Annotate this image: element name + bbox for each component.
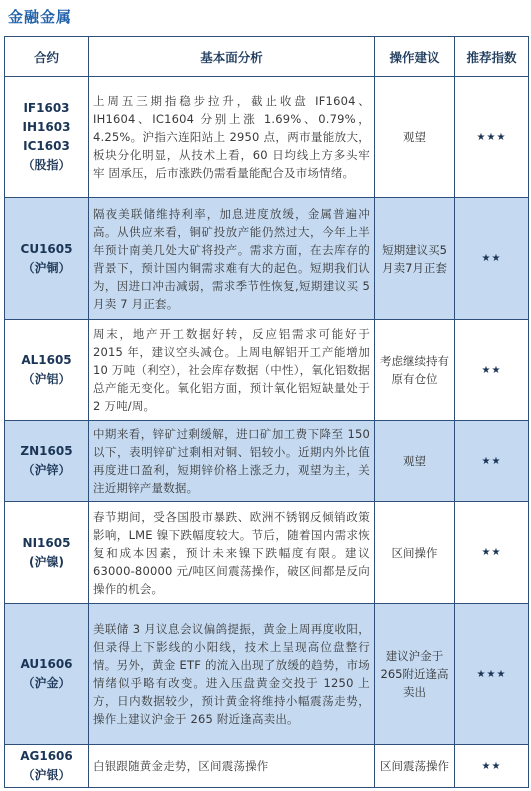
rating-stars: ★★ xyxy=(455,198,529,320)
advice-text: 观望 xyxy=(375,421,455,502)
rating-stars: ★★ xyxy=(455,502,529,604)
table-header-row xyxy=(5,37,529,77)
header-analysis: 基本面分析 xyxy=(89,37,375,77)
advice-text: 短期建议买5月卖7月正套 xyxy=(375,198,455,320)
contract-code: IF1603 xyxy=(23,101,70,115)
contract-code: IC1603 xyxy=(23,139,70,153)
contract-category: （沪铝） xyxy=(22,372,71,386)
contract-cell xyxy=(5,198,89,320)
contract-category: （沪锌） xyxy=(22,463,71,477)
analysis-text: 春节期间，受各国股市暴跌、欧洲不锈钢反倾销政策影响，LME 镍下跌幅度较大。节后，随着国内需求恢复和成本因素，预计未来镍下跌幅度有限。建议 63000-80000 元/吨区间震荡操作，破区间都是反向操作的机会。 xyxy=(89,502,375,604)
rating-stars: ★★ xyxy=(455,745,529,788)
contract-category: （股指） xyxy=(22,158,71,172)
contract-code: AU1606 xyxy=(20,657,73,671)
table-row xyxy=(5,77,529,198)
analysis-text: 中期来看，锌矿过剩缓解，进口矿加工费下降至 150 以下，表明锌矿过剩相对铜、铝较小。近期内外比值再度进口盈利，短期锌价格上涨乏力，观望为主，关注近期锌产量数据。 xyxy=(89,421,375,502)
advice-text: 区间震荡操作 xyxy=(375,745,455,788)
contract-cell xyxy=(5,502,89,604)
contract-category: （沪银） xyxy=(22,768,71,782)
rating-stars: ★★★ xyxy=(455,77,529,198)
contract-cell xyxy=(5,320,89,421)
advice-text: 观望 xyxy=(375,77,455,198)
advice-text: 考虑继续持有原有仓位 xyxy=(375,320,455,421)
table-row xyxy=(5,198,529,320)
contract-code: CU1605 xyxy=(20,241,73,256)
contract-cell xyxy=(5,421,89,502)
contract-cell xyxy=(5,77,89,198)
table-row xyxy=(5,604,529,745)
section-title: 金融金属 xyxy=(8,8,73,26)
contract-code: ZN1605 xyxy=(20,444,73,458)
contract-category: （沪铜） xyxy=(22,260,71,275)
analysis-text: 白银跟随黄金走势，区间震荡操作 xyxy=(89,745,375,788)
analysis-text: 美联储 3 月议息会议偏鸽提振，黄金上周再度收阳，但录得上下影线的小阳线，技术上呈现高位盘整行情。另外，黄金 ETF 的流入出现了放缓的趋势，市场情绪似乎略有改变。进入压盘黄金交投于 1250 上方，日内数据较少，预计黄金将维持小幅震荡走势，操作上建议沪金于 265 附近逢高卖出。 xyxy=(89,604,375,745)
contract-category: (沪镍) xyxy=(29,554,64,569)
analysis-text: 上周五三期指稳步拉升，截止收盘 IF1604、IH1604、IC1604 分别上涨 1.69%、0.79%，4.25%。沪指六连阳站上 2950 点，两市量能放大，板块分化明显，从技术上看，60 日均线上方多头牢 牢 固承压，后市涨跌仍需看量能配合及市场情绪。 xyxy=(89,77,375,198)
contract-code: IH1603 xyxy=(22,120,71,134)
contract-cell xyxy=(5,745,89,788)
analysis-table xyxy=(4,36,529,788)
contract-category: （沪金） xyxy=(22,676,71,690)
header-contract: 合约 xyxy=(5,37,89,77)
rating-stars: ★★★ xyxy=(455,604,529,745)
analysis-text: 隔夜美联储维持利率，加息进度放缓，金属普遍冲高。从供应来看，铜矿投放产能仍然过大，今年上半年预计南美几处大矿将投产。需求方面，在去库存的背景下，预计国内铜需求难有大的起色。短期我们认为，因进口冲击减弱，需求季节性恢复,短期建议买 5 月卖 7 月正套。 xyxy=(89,198,375,320)
table-row xyxy=(5,421,529,502)
contract-code: AL1605 xyxy=(21,353,72,367)
analysis-text: 周末，地产开工数据好转，反应铝需求可能好于 2015 年，建议空头减仓。上周电解铝开工产能增加 10 万吨（利空），社会库存数据（中性），氧化铝数据总产能无变化。氧化铝方面，预计氧化铝短缺量处于 2 万吨/周。 xyxy=(89,320,375,421)
advice-text: 建议沪金于265附近逢高卖出 xyxy=(375,604,455,745)
contract-code: AG1606 xyxy=(20,749,73,763)
table-row xyxy=(5,502,529,604)
contract-cell xyxy=(5,604,89,745)
header-rating: 推荐指数 xyxy=(455,37,529,77)
rating-stars: ★★ xyxy=(455,320,529,421)
table-row xyxy=(5,745,529,788)
table-row xyxy=(5,320,529,421)
advice-text: 区间操作 xyxy=(375,502,455,604)
header-advice: 操作建议 xyxy=(375,37,455,77)
contract-code: NI1605 xyxy=(22,535,71,550)
rating-stars: ★★ xyxy=(455,421,529,502)
